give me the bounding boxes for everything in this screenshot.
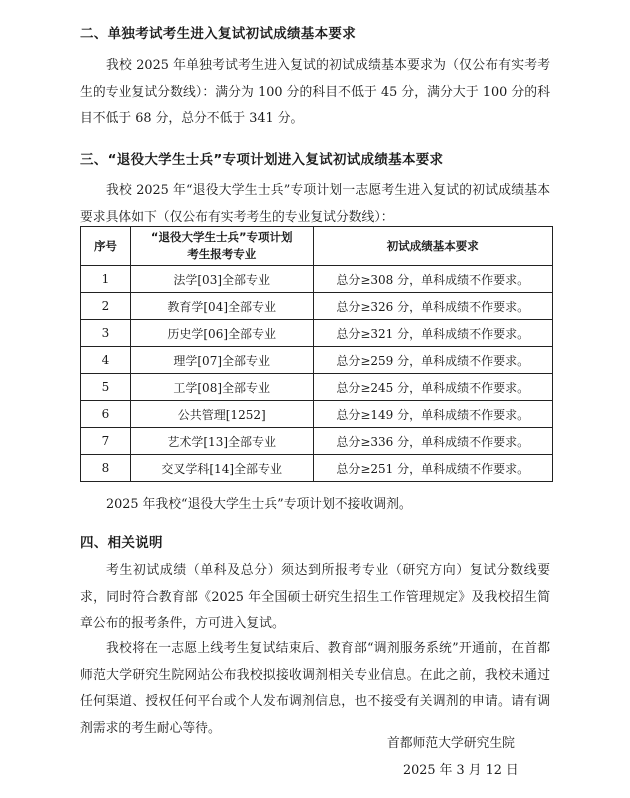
requirements-table (80, 226, 553, 482)
cell-no: 4 (81, 347, 131, 374)
cell-no: 7 (81, 428, 131, 455)
header-major-line1: “退役大学生士兵”专项计划 (150, 230, 293, 244)
table-row (81, 455, 553, 482)
cell-no: 2 (81, 293, 131, 320)
table-row (81, 401, 553, 428)
table-body (81, 266, 553, 482)
section-3-heading: 三、“退役大学生士兵”专项计划进入复试初试成绩基本要求 (80, 152, 444, 168)
cell-major: 教育学[04]全部专业 (130, 293, 313, 320)
cell-requirement: 总分≥308 分，单科成绩不作要求。 (313, 266, 552, 293)
cell-no: 6 (81, 401, 131, 428)
cell-requirement: 总分≥326 分，单科成绩不作要求。 (313, 293, 552, 320)
table-header-row (81, 227, 553, 266)
signature-org: 首都师范大学研究生院 (387, 736, 515, 751)
cell-no: 3 (81, 320, 131, 347)
cell-major: 工学[08]全部专业 (130, 374, 313, 401)
cell-requirement: 总分≥149 分，单科成绩不作要求。 (313, 401, 552, 428)
table-row (81, 266, 553, 293)
cell-requirement: 总分≥245 分，单科成绩不作要求。 (313, 374, 552, 401)
cell-no: 5 (81, 374, 131, 401)
table-row (81, 374, 553, 401)
cell-no: 8 (81, 455, 131, 482)
section-3-body: 我校 2025 年“退役大学生士兵”专项计划一志愿考生进入复试的初试成绩基本要求具体如下（仅公布有实考考生的专业复试分数线）： (80, 183, 550, 225)
header-requirement: 初试成绩基本要求 (313, 227, 552, 266)
section-3-note: 2025 年我校“退役大学生士兵”专项计划不接收调剂。 (106, 497, 412, 512)
cell-major: 艺术学[13]全部专业 (130, 428, 313, 455)
section-4-para-1: 考生初试成绩（单科及总分）须达到所报考专业（研究方向）复试分数线要求，同时符合教育部《2025 年全国硕士研究生招生工作管理规定》及我校招生简章公布的报考条件，方可进入复试。 (80, 563, 550, 631)
cell-no: 1 (81, 266, 131, 293)
cell-requirement: 总分≥259 分，单科成绩不作要求。 (313, 347, 552, 374)
header-no: 序号 (81, 227, 131, 266)
cell-requirement: 总分≥251 分，单科成绩不作要求。 (313, 455, 552, 482)
cell-requirement: 总分≥336 分，单科成绩不作要求。 (313, 428, 552, 455)
table-row (81, 428, 553, 455)
cell-major: 交叉学科[14]全部专业 (130, 455, 313, 482)
table-row (81, 320, 553, 347)
cell-major: 公共管理[1252] (130, 401, 313, 428)
section-2-body: 我校 2025 年单独考试考生进入复试的初试成绩基本要求为（仅公布有实考考生的专业复试分数线）：满分为 100 分的科目不低于 45 分，满分大于 100 分的科目不低于 68 分，总分不低于 341 分。 (80, 58, 550, 126)
cell-major: 法学[03]全部专业 (130, 266, 313, 293)
section-2-heading: 二、单独考试考生进入复试初试成绩基本要求 (80, 26, 356, 42)
cell-requirement: 总分≥321 分，单科成绩不作要求。 (313, 320, 552, 347)
section-4-para-2: 我校将在一志愿上线考生复试结束后、教育部“调剂服务系统”开通前，在首都师范大学研究生院网站公布我校拟接收调剂相关专业信息。在此之前，我校未通过任何渠道、授权任何平台或个人发布调剂信息，也不接受有关调剂的申请。请有调剂需求的考生耐心等待。 (80, 641, 550, 736)
cell-major: 历史学[06]全部专业 (130, 320, 313, 347)
table-row (81, 293, 553, 320)
section-4-heading: 四、相关说明 (80, 535, 163, 551)
cell-major: 理学[07]全部专业 (130, 347, 313, 374)
signature-date: 2025 年 3 月 12 日 (403, 763, 519, 778)
table-row (81, 347, 553, 374)
header-major (130, 227, 313, 266)
header-major-line2: 考生报考专业 (187, 247, 257, 261)
